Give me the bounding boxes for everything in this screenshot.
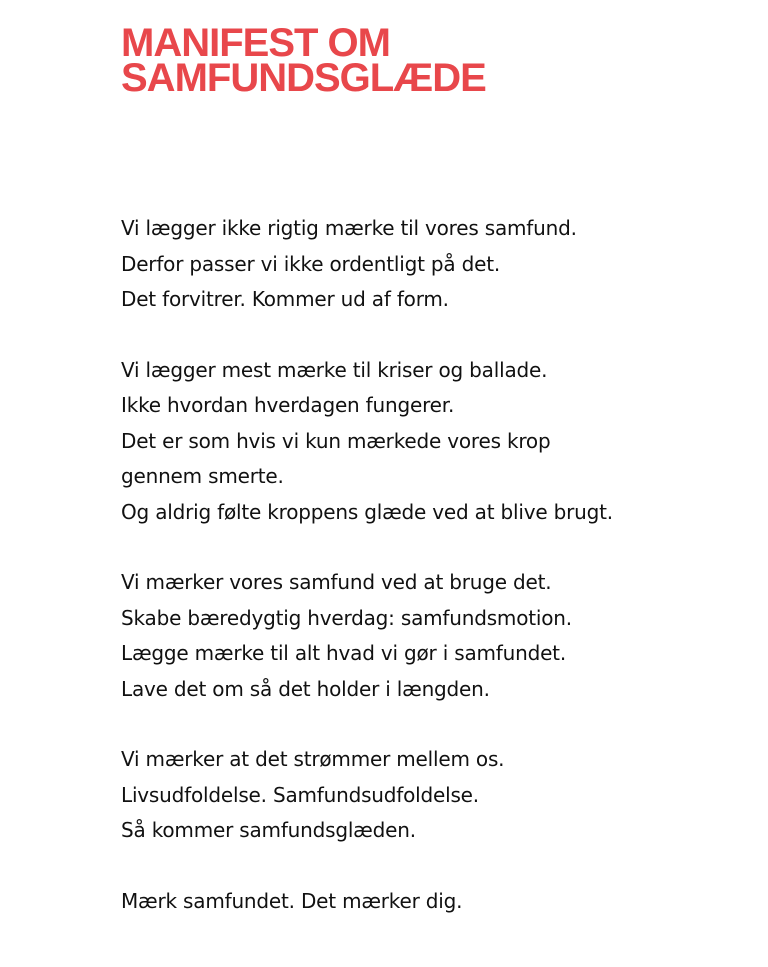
verse-line: Og aldrig følte kroppens glæde ved at blive brugt.: [121, 499, 613, 524]
manifest-text: [121, 211, 728, 954]
stanza-2: [121, 353, 728, 531]
verse-line: Vi lægger mest mærke til kriser og ballade.: [121, 357, 548, 382]
verse-line: Livsudfoldelse. Samfundsudfoldelse.: [121, 782, 479, 807]
verse-line: Det er som hvis vi kun mærkede vores krop: [121, 428, 551, 453]
verse-line: Vi mærker at det strømmer mellem os.: [121, 747, 505, 771]
stanza-4: [121, 742, 728, 849]
verse-line: Så kommer samfundsglæden.: [121, 818, 416, 842]
verse-line: Vi lægger ikke rigtig mærke til vores samfund.: [121, 216, 577, 240]
stanza-1: [121, 211, 728, 318]
stanza-3: [121, 565, 728, 707]
verse-line: Lave det om så det holder i længden.: [121, 676, 490, 701]
verse-line: Skabe bæredygtig hverdag: samfundsmotion.: [121, 605, 572, 630]
title-line-2: SAMFUNDSGLÆDE: [121, 56, 486, 100]
verse-line: Ikke hvordan hverdagen fungerer.: [121, 393, 455, 417]
verse-line: Det forvitrer. Kommer ud af form.: [121, 287, 449, 311]
verse-line: Vi mærker vores samfund ved at bruge det.: [121, 570, 552, 594]
verse-line: Derfor passer vi ikke ordentligt på det.: [121, 251, 501, 276]
verse-line: Lægge mærke til alt hvad vi gør i samfundet.: [121, 641, 566, 665]
verse-line: Mærk samfundet. Det mærker dig.: [121, 888, 463, 913]
title-line-1: MANIFEST OM: [121, 21, 390, 65]
page-title: [121, 21, 728, 100]
verse-line: gennem smerte.: [121, 464, 284, 488]
manifest-document: [121, 21, 728, 913]
stanza-5: [121, 884, 728, 920]
